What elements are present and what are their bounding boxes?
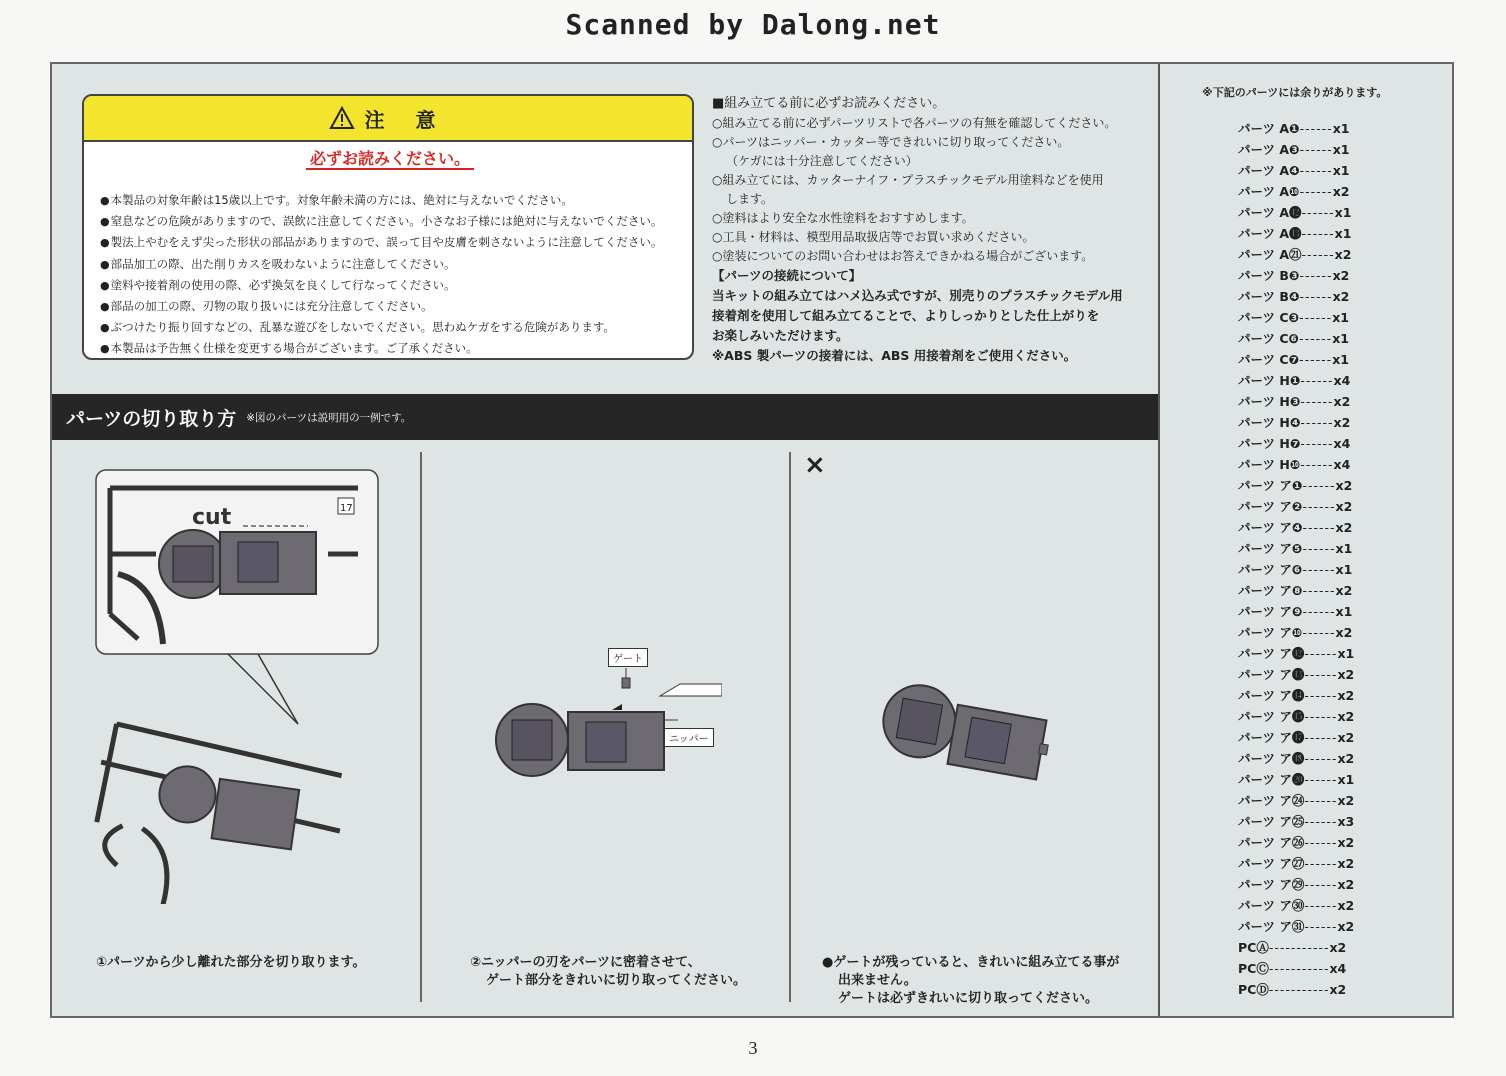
panel-divider [789, 452, 791, 1002]
surplus-part-qty: x4 [1333, 436, 1351, 451]
surplus-part-row [1238, 622, 1354, 643]
surplus-part-num: Ⓒ [1256, 961, 1269, 976]
surplus-part-row [1238, 895, 1354, 916]
surplus-part-row [1238, 139, 1354, 160]
surplus-part-name: パーツ A [1238, 184, 1290, 199]
surplus-parts-list [1238, 118, 1354, 1000]
surplus-part-num: ㉚ [1291, 898, 1305, 913]
caution-item: ● 塗料や接着剤の使用の際、必ず換気を良くして行なってください。 [100, 275, 682, 296]
surplus-part-dash: ----------- [1268, 940, 1330, 955]
nipper-label: ニッパー [664, 728, 714, 747]
cutting-section-title: パーツの切り取り方 [66, 407, 237, 430]
surplus-part-dash: ------ [1299, 184, 1333, 199]
surplus-part-name: パーツ A [1238, 205, 1290, 220]
surplus-part-name: パーツ ア [1238, 814, 1292, 829]
surplus-part-name: パーツ ア [1238, 709, 1292, 724]
surplus-part-num: ❻ [1288, 331, 1300, 346]
surplus-part-dash: ------ [1300, 457, 1334, 472]
surplus-part-dash: ------ [1302, 604, 1336, 619]
surplus-part-qty: x2 [1337, 730, 1355, 745]
surplus-part-row [1238, 853, 1354, 874]
surplus-part-qty: x1 [1337, 646, 1355, 661]
notes-heading: ■組み立てる前に必ずお読みください。 [712, 96, 946, 111]
surplus-part-qty: x1 [1334, 226, 1352, 241]
surplus-part-dash: ----------- [1268, 961, 1330, 976]
surplus-part-qty: x1 [1334, 205, 1352, 220]
surplus-part-name: パーツ H [1238, 457, 1290, 472]
surplus-part-num: ❹ [1289, 415, 1301, 430]
surplus-part-name: パーツ ア [1238, 562, 1292, 577]
surplus-part-qty: x2 [1337, 688, 1355, 703]
surplus-part-qty: x3 [1337, 814, 1355, 829]
surplus-part-name: PC [1238, 982, 1257, 997]
surplus-part-dash: ------ [1302, 499, 1336, 514]
surplus-part-row [1238, 874, 1354, 895]
surplus-part-num: ❽ [1291, 583, 1303, 598]
surplus-part-dash: ------ [1304, 877, 1338, 892]
surplus-part-name: パーツ ア [1238, 541, 1292, 556]
surplus-part-name: パーツ C [1238, 310, 1289, 325]
surplus-part-row [1238, 643, 1354, 664]
joint-text: 接着剤を使用して組み立てることで、よりしっかりとした仕上がりを [712, 308, 1100, 323]
surplus-part-dash: ------ [1299, 268, 1333, 283]
surplus-part-row [1238, 160, 1354, 181]
surplus-part-name: パーツ ア [1238, 688, 1292, 703]
surplus-part-name: パーツ ア [1238, 919, 1292, 934]
surplus-part-row [1238, 664, 1354, 685]
surplus-part-name: パーツ ア [1238, 520, 1292, 535]
bad-example-diagram [872, 684, 1052, 794]
surplus-part-num: ❾ [1291, 604, 1303, 619]
surplus-part-name: パーツ A [1238, 163, 1290, 178]
gate-label: ゲート [608, 648, 648, 667]
page-number: 3 [748, 1038, 758, 1058]
surplus-part-dash: ------ [1299, 142, 1333, 157]
joint-text: ※ABS 製パーツの接着には、ABS 用接着剤をご使用ください。 [712, 348, 1077, 363]
surplus-part-name: パーツ A [1238, 121, 1290, 136]
surplus-part-row [1238, 580, 1354, 601]
surplus-part-num: ㉛ [1291, 919, 1305, 934]
surplus-part-dash: ------ [1299, 163, 1333, 178]
surplus-part-num: Ⓓ [1256, 982, 1269, 997]
surplus-part-dash: ------ [1302, 541, 1336, 556]
surplus-part-qty: x1 [1335, 541, 1353, 556]
surplus-part-row [1238, 958, 1354, 979]
surplus-part-dash: ------ [1304, 646, 1338, 661]
caution-item: ● 部品の加工の際、刃物の取り扱いには充分注意してください。 [100, 296, 682, 317]
surplus-part-num: ㉕ [1291, 814, 1305, 829]
surplus-part-num: ❼ [1289, 436, 1301, 451]
surplus-part-dash: ------ [1301, 226, 1335, 241]
surplus-part-dash: ------ [1304, 667, 1338, 682]
surplus-part-dash: ------ [1299, 352, 1333, 367]
instruction-sheet [50, 62, 1454, 1018]
notes-item: ○塗装についてのお問い合わせはお答えできかねる場合がございます。 [712, 249, 1094, 263]
surplus-part-num: ❿ [1291, 625, 1303, 640]
surplus-part-dash: ------ [1301, 205, 1335, 220]
surplus-part-dash: ------ [1302, 583, 1336, 598]
surplus-part-qty: x1 [1335, 604, 1353, 619]
surplus-part-dash: ------ [1304, 814, 1338, 829]
notes-item: （ケガには十分注意してください） [726, 154, 918, 168]
surplus-part-row [1238, 727, 1354, 748]
surplus-part-dash: ----------- [1268, 982, 1330, 997]
surplus-part-qty: x1 [1332, 121, 1350, 136]
surplus-part-name: パーツ A [1238, 226, 1290, 241]
surplus-part-qty: x2 [1337, 751, 1355, 766]
surplus-part-name: パーツ C [1238, 352, 1289, 367]
surplus-part-row [1238, 790, 1354, 811]
surplus-part-row [1238, 937, 1354, 958]
surplus-part-row [1238, 202, 1354, 223]
notes-item: ○工具・材料は、模型用品取扱店等でお買い求めください。 [712, 230, 1035, 244]
surplus-part-name: パーツ ア [1238, 877, 1292, 892]
surplus-part-dash: ------ [1300, 436, 1334, 451]
surplus-part-row [1238, 307, 1354, 328]
surplus-part-num: ❿ [1289, 184, 1300, 199]
surplus-part-qty: x1 [1332, 142, 1350, 157]
surplus-part-qty: x2 [1337, 877, 1355, 892]
surplus-part-qty: x2 [1333, 415, 1351, 430]
surplus-part-row [1238, 328, 1354, 349]
surplus-part-qty: x1 [1335, 562, 1353, 577]
surplus-part-row [1238, 706, 1354, 727]
surplus-part-num: ❹ [1291, 520, 1303, 535]
surplus-part-qty: x2 [1335, 625, 1353, 640]
bad-example-mark: × [804, 450, 826, 480]
surplus-part-qty: x4 [1329, 961, 1347, 976]
surplus-part-dash: ------ [1304, 919, 1338, 934]
surplus-part-num: ⓭ [1289, 226, 1302, 241]
caution-item: ● 製法上やむをえず尖った形状の部品がありますので、誤って目や皮膚を刺さないように注意してください。 [100, 232, 682, 253]
surplus-part-num: ⓬ [1291, 646, 1305, 661]
surplus-part-row [1238, 265, 1354, 286]
surplus-part-qty: x2 [1334, 247, 1352, 262]
surplus-part-row [1238, 748, 1354, 769]
caution-item: ● 部品加工の際、出た削りカスを吸わないように注意してください。 [100, 254, 682, 275]
surplus-part-dash: ------ [1304, 856, 1338, 871]
surplus-part-num: ⓬ [1289, 205, 1302, 220]
surplus-part-qty: x2 [1335, 583, 1353, 598]
surplus-part-num: ⓭ [1291, 667, 1305, 682]
surplus-part-row [1238, 559, 1354, 580]
surplus-part-qty: x4 [1333, 373, 1351, 388]
surplus-part-num: ❸ [1289, 394, 1301, 409]
surplus-part-qty: x1 [1332, 310, 1349, 325]
caution-list [100, 190, 682, 360]
surplus-part-qty: x2 [1337, 898, 1355, 913]
surplus-part-row [1238, 769, 1354, 790]
joint-text: 当キットの組み立てはハメ込み式ですが、別売りのプラスチックモデル用 [712, 288, 1123, 303]
surplus-part-row [1238, 496, 1354, 517]
surplus-part-qty: x2 [1333, 394, 1351, 409]
surplus-part-row [1238, 118, 1354, 139]
surplus-part-name: パーツ ア [1238, 478, 1292, 493]
surplus-part-name: パーツ ア [1238, 583, 1292, 598]
surplus-part-row [1238, 832, 1354, 853]
surplus-part-num: ⓯ [1291, 709, 1305, 724]
surplus-part-qty: x2 [1332, 268, 1350, 283]
surplus-part-row [1238, 517, 1354, 538]
surplus-part-dash: ------ [1304, 793, 1338, 808]
surplus-part-name: PC [1238, 961, 1257, 976]
surplus-part-num: ❷ [1291, 499, 1303, 514]
surplus-part-name: パーツ H [1238, 373, 1290, 388]
surplus-part-num: ㉖ [1291, 835, 1305, 850]
surplus-part-qty: x2 [1337, 919, 1355, 934]
surplus-part-row [1238, 412, 1354, 433]
surplus-part-num: ㉑ [1289, 247, 1302, 262]
surplus-part-name: パーツ ア [1238, 751, 1292, 766]
surplus-part-row [1238, 391, 1354, 412]
surplus-part-row [1238, 685, 1354, 706]
column-divider [1158, 64, 1160, 1016]
surplus-part-name: パーツ C [1238, 331, 1289, 346]
joint-heading: 【パーツの接続について】 [712, 268, 862, 283]
surplus-part-num: Ⓐ [1256, 940, 1269, 955]
surplus-part-dash: ------ [1300, 394, 1334, 409]
caution-item: ● 窒息などの危険がありますので、誤飲に注意してください。小さなお子様には絶対に与えないでください。 [100, 211, 682, 232]
surplus-part-num: ❿ [1289, 457, 1301, 472]
surplus-part-qty: x2 [1332, 289, 1350, 304]
surplus-part-row [1238, 454, 1354, 475]
surplus-part-num: ㉗ [1291, 856, 1305, 871]
surplus-part-num: ❹ [1289, 163, 1300, 178]
surplus-part-qty: x2 [1337, 709, 1355, 724]
surplus-part-num: ㉙ [1291, 877, 1305, 892]
caution-box [82, 94, 694, 360]
surplus-part-dash: ------ [1302, 625, 1336, 640]
surplus-part-row [1238, 433, 1354, 454]
surplus-part-row [1238, 349, 1354, 370]
surplus-part-name: パーツ B [1238, 268, 1289, 283]
surplus-part-dash: ------ [1301, 247, 1335, 262]
cut-label: cut [192, 505, 232, 530]
surplus-part-row [1238, 601, 1354, 622]
surplus-part-dash: ------ [1302, 520, 1336, 535]
surplus-part-row [1238, 370, 1354, 391]
surplus-part-name: パーツ A [1238, 142, 1290, 157]
notes-item: ○パーツはニッパー・カッター等できれいに切り取ってください。 [712, 135, 1070, 149]
surplus-part-num: ❹ [1288, 289, 1300, 304]
surplus-part-num: ❸ [1289, 142, 1300, 157]
nipper-diagram [492, 644, 722, 794]
surplus-part-dash: ------ [1304, 751, 1338, 766]
surplus-part-name: パーツ H [1238, 415, 1290, 430]
surplus-part-qty: x1 [1332, 352, 1349, 367]
surplus-part-dash: ------ [1304, 898, 1338, 913]
surplus-part-dash: ------ [1302, 562, 1336, 577]
surplus-part-num: ⓴ [1291, 772, 1305, 787]
surplus-part-num: ❻ [1291, 562, 1303, 577]
cutting-section-note: ※図のパーツは説明用の一例です。 [246, 411, 412, 424]
surplus-part-qty: x2 [1337, 793, 1355, 808]
surplus-part-row [1238, 223, 1354, 244]
surplus-part-num: ❸ [1288, 310, 1300, 325]
surplus-part-row [1238, 286, 1354, 307]
surplus-part-num: ㉔ [1291, 793, 1305, 808]
scan-credit: Scanned by Dalong.net [565, 8, 941, 41]
surplus-part-num: ⓱ [1291, 730, 1305, 745]
caution-item: ● 本製品は予告無く仕様を変更する場合がございます。ご了承ください。 [100, 338, 682, 359]
cutting-section-bar [52, 394, 1158, 440]
surplus-part-qty: x4 [1333, 457, 1351, 472]
surplus-part-num: ⓮ [1291, 688, 1305, 703]
surplus-part-num: ❼ [1288, 352, 1300, 367]
surplus-part-name: パーツ ア [1238, 835, 1292, 850]
surplus-part-name: パーツ H [1238, 436, 1290, 451]
surplus-part-dash: ------ [1304, 709, 1338, 724]
surplus-part-num: ⓲ [1291, 751, 1305, 766]
surplus-part-row [1238, 979, 1354, 1000]
panel-divider [420, 452, 422, 1002]
surplus-part-qty: x2 [1337, 667, 1355, 682]
surplus-part-dash: ------ [1300, 373, 1334, 388]
surplus-part-row [1238, 475, 1354, 496]
surplus-part-name: パーツ H [1238, 394, 1290, 409]
surplus-part-name: パーツ ア [1238, 646, 1292, 661]
surplus-part-name: パーツ ア [1238, 667, 1292, 682]
surplus-part-name: パーツ ア [1238, 604, 1292, 619]
surplus-part-name: パーツ ア [1238, 856, 1292, 871]
surplus-part-row [1238, 811, 1354, 832]
surplus-part-dash: ------ [1299, 289, 1333, 304]
step2-caption: ②ニッパーの刃をパーツに密着させて、 ゲート部分をきれいに切り取ってください。 [470, 955, 747, 988]
surplus-part-dash: ------ [1304, 772, 1338, 787]
surplus-part-num: ❶ [1289, 373, 1301, 388]
surplus-part-num: ❶ [1289, 121, 1300, 136]
surplus-part-num: ❺ [1291, 541, 1303, 556]
surplus-part-name: パーツ ア [1238, 625, 1292, 640]
surplus-title: ※下記のパーツには余りがあります。 [1202, 86, 1388, 99]
surplus-part-dash: ------ [1299, 331, 1333, 346]
surplus-part-row [1238, 916, 1354, 937]
surplus-part-num: ❶ [1291, 478, 1303, 493]
surplus-part-dash: ------ [1304, 835, 1338, 850]
surplus-part-row [1238, 244, 1354, 265]
surplus-part-num: ❸ [1288, 268, 1300, 283]
surplus-part-qty: x2 [1337, 856, 1355, 871]
caution-title: 注 意 [364, 107, 448, 132]
surplus-part-qty: x1 [1332, 331, 1349, 346]
runner-number: 17 [340, 503, 353, 514]
surplus-part-name: パーツ A [1238, 247, 1290, 262]
surplus-part-name: パーツ ア [1238, 730, 1292, 745]
notes-item: ○組み立てには、カッターナイフ・プラスチックモデル用塗料などを使用 [712, 173, 1104, 187]
surplus-part-row [1238, 538, 1354, 559]
caution-header [84, 96, 692, 142]
surplus-part-name: パーツ ア [1238, 499, 1292, 514]
caution-item: ● ぶつけたり振り回すなどの、乱暴な遊びをしないでください。思わぬケガをする危険があります。 [100, 317, 682, 338]
runner-diagram [88, 464, 388, 904]
surplus-part-row [1238, 181, 1354, 202]
must-read-subtitle: 必ずお読みください。 [306, 149, 474, 170]
surplus-part-qty: x1 [1332, 163, 1350, 178]
caution-item: ● 本製品の対象年齢は15歳以上です。対象年齢未満の方には、絶対に与えないでください。 [100, 190, 682, 211]
surplus-part-qty: x2 [1329, 940, 1347, 955]
surplus-part-qty: x2 [1337, 835, 1355, 850]
step3-caption: ●ゲートが残っていると、きれいに組み立てる事が 出来ません。 ゲートは必ずきれいに切り取ってください。 [822, 955, 1120, 1006]
surplus-part-qty: x2 [1335, 499, 1353, 514]
notes-item: ○塗料はより安全な水性塗料をおすすめします。 [712, 211, 974, 225]
surplus-part-qty: x1 [1337, 772, 1355, 787]
surplus-part-dash: ------ [1299, 121, 1333, 136]
surplus-part-name: パーツ ア [1238, 793, 1292, 808]
surplus-part-dash: ------ [1299, 310, 1333, 325]
assembly-notes [712, 94, 1152, 366]
warning-icon [329, 106, 355, 130]
notes-item: します。 [726, 192, 774, 206]
part-shape [159, 530, 316, 598]
surplus-part-name: PC [1238, 940, 1257, 955]
notes-item: ○組み立てる前に必ずパーツリストで各パーツの有無を確認してください。 [712, 116, 1117, 130]
surplus-part-name: パーツ B [1238, 289, 1289, 304]
surplus-part-qty: x2 [1335, 478, 1353, 493]
step1-caption: ①パーツから少し離れた部分を切り取ります。 [96, 955, 366, 970]
surplus-part-dash: ------ [1300, 415, 1334, 430]
surplus-part-name: パーツ ア [1238, 772, 1292, 787]
surplus-part-dash: ------ [1304, 730, 1338, 745]
surplus-part-qty: x2 [1329, 982, 1347, 997]
surplus-part-qty: x2 [1335, 520, 1353, 535]
joint-text: お楽しみいただけます。 [712, 328, 849, 343]
surplus-part-dash: ------ [1304, 688, 1338, 703]
surplus-part-dash: ------ [1302, 478, 1336, 493]
surplus-part-name: パーツ ア [1238, 898, 1292, 913]
surplus-part-qty: x2 [1332, 184, 1350, 199]
